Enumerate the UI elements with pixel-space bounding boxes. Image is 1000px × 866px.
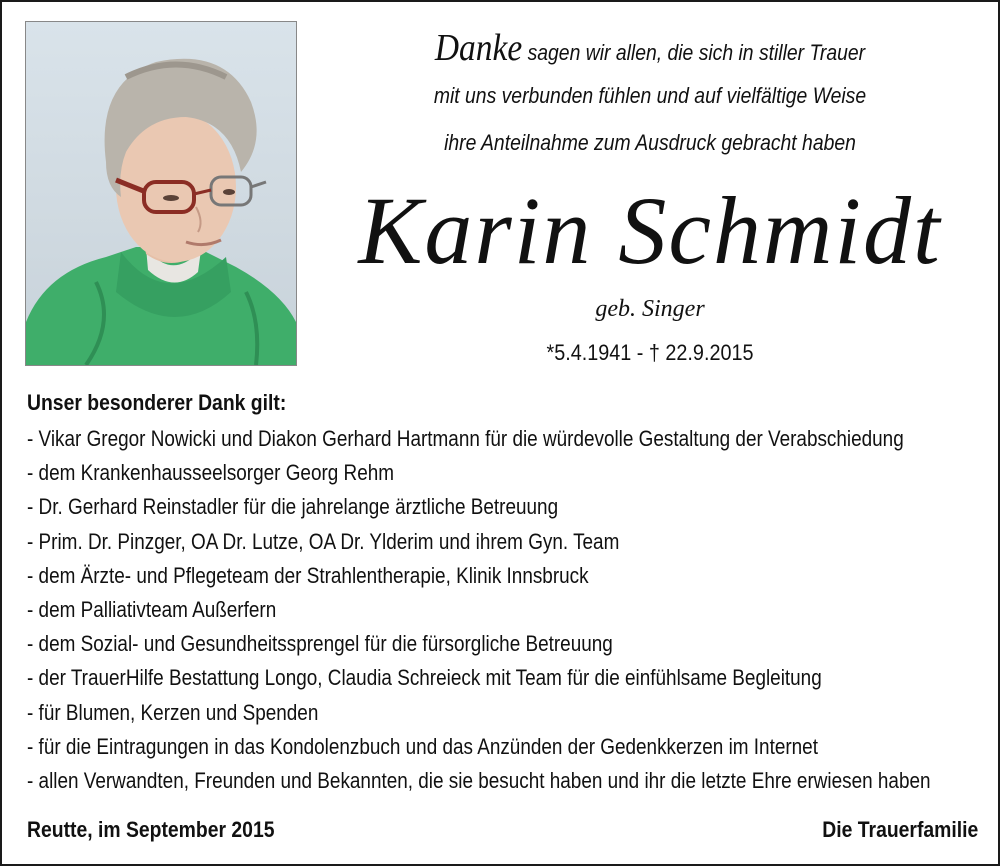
- thanks-item: - dem Ärzte- und Pflegeteam der Strahlentherapie, Klinik Innsbruck: [27, 562, 589, 588]
- intro-line-1-rest: sagen wir allen, die sich in stiller Trauer: [527, 40, 866, 65]
- thanks-item: - Prim. Dr. Pinzger, OA Dr. Lutze, OA Dr. Ylderim und ihrem Gyn. Team: [27, 528, 620, 554]
- intro-line-1: [355, 26, 945, 70]
- intro-line-3: ihre Anteilnahme zum Ausdruck gebracht haben: [444, 130, 856, 155]
- place-date: Reutte, im September 2015: [27, 817, 275, 842]
- thanks-heading: Unser besonderer Dank gilt:: [27, 390, 287, 415]
- signature: Die Trauerfamilie: [821, 817, 978, 842]
- thanks-item: - dem Palliativteam Außerfern: [27, 596, 277, 622]
- thanks-item: - Dr. Gerhard Reinstadler für die jahrelange ärztliche Betreuung: [27, 494, 559, 520]
- life-dates: *5.4.1941 - † 22.9.2015: [546, 340, 754, 365]
- thanks-item: - für die Eintragungen in das Kondolenzbuch und das Anzünden der Gedenkkerzen im Internet: [27, 733, 818, 759]
- thanks-list: [27, 422, 1000, 798]
- thanks-item: - allen Verwandten, Freunden und Bekannten, die sie besucht haben und ihr die letzte Ehre erwiesen haben: [27, 767, 931, 793]
- thanks-item: - der TrauerHilfe Bestattung Longo, Claudia Schreieck mit Team für die einfühlsame Begleitung: [27, 665, 822, 691]
- thanks-item: - dem Sozial- und Gesundheitssprengel für die fürsorgliche Betreuung: [27, 631, 613, 657]
- thanks-item: - für Blumen, Kerzen und Spenden: [27, 699, 319, 725]
- thanks-item: - dem Krankenhausseelsorger Georg Rehm: [27, 460, 395, 486]
- intro-line-2: mit uns verbunden fühlen und auf vielfältige Weise: [433, 83, 867, 108]
- thanks-item: - Vikar Gregor Nowicki und Diakon Gerhard Hartmann für die würdevolle Gestaltung der Verabschiedung: [27, 426, 904, 451]
- maiden-name: geb. Singer: [595, 296, 705, 322]
- portrait-photo: [25, 21, 297, 366]
- intro-first-word: Danke: [434, 27, 523, 69]
- deceased-name: Karin Schmidt: [358, 177, 942, 284]
